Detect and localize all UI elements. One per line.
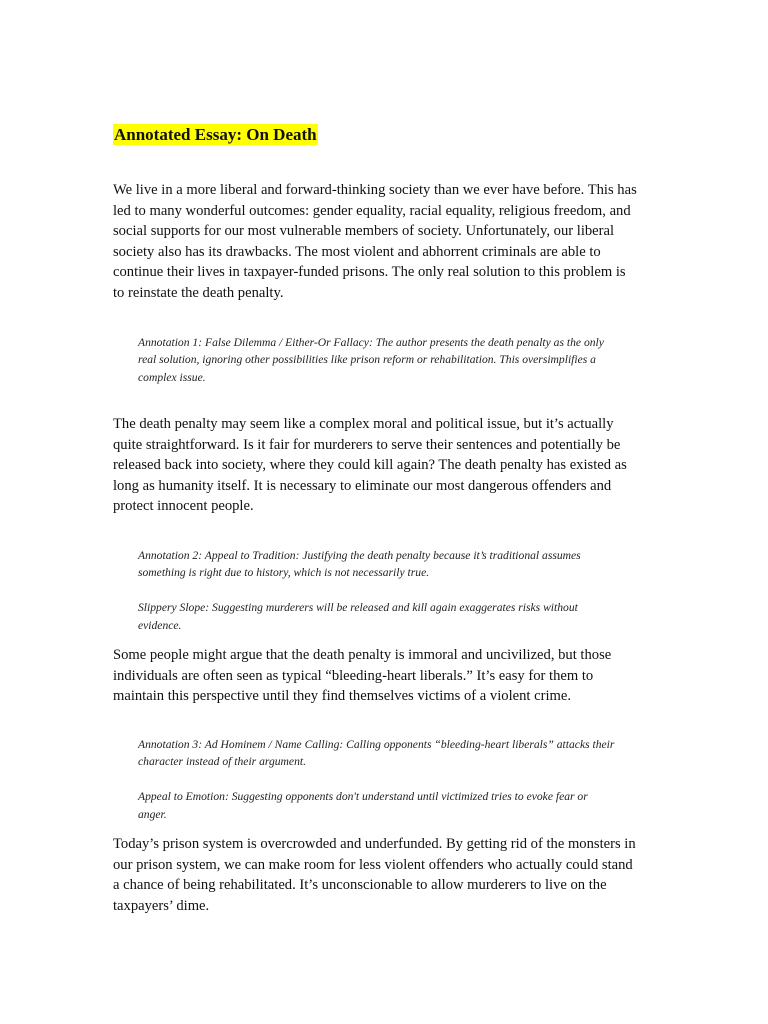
annotation-2-text: Annotation 2: Appeal to Tradition: Justifying the death penalty because it’s traditional assumes something is right due to history, which is not necessarily true. — [138, 548, 581, 580]
annotation-3-text: Annotation 3: Ad Hominem / Name Calling: Calling opponents “bleeding-heart liberals” attacks their character instead of their argument. — [138, 737, 615, 769]
paragraph-1: We live in a more liberal and forward-thinking society than we ever have before. This has led to many wonderful outcomes: gender equality, racial equality, religious freedom, and social supports for our most vulnerable members of society. Unfortunately, our liberal society also has its drawbacks. The most violent and abhorrent criminals are able to continue their lives in taxpayer-funded prisons. The only real solution to this problem is to reinstate the death penalty. — [113, 182, 637, 301]
annotation-3 — [138, 718, 660, 841]
annotation-2 — [138, 529, 660, 652]
paragraph-3: Some people might argue that the death penalty is immoral and uncivilized, but those individuals are often seen as typical “bleeding-heart liberals.” It’s easy for them to maintain this perspective until they find themselves victims of a violent crime. — [113, 647, 612, 705]
paragraph-4: Today’s prison system is overcrowded and underfunded. By getting rid of the monsters in our prison system, we can make room for less violent offenders who actually could stand a chance of being rehabilitated. It’s unconscionable to allow murderers to live on the taxpayers’ dime. — [113, 836, 636, 914]
annotation-3-text-2: Appeal to Emotion: Suggesting opponents don't understand until victimized tries to evoke fear or anger. — [138, 790, 588, 821]
annotation-2-text-2: Slippery Slope: Suggesting murderers will be released and kill again exaggerates risks without evidence. — [138, 601, 578, 632]
paragraph-2: The death penalty may seem like a complex moral and political issue, but it’s actually quite straightforward. Is it fair for murderers to serve their sentences and potentially be released back into society, where they could kill again? The death penalty has existed as long as humanity itself. It is necessary to eliminate our most dangerous offenders and protect innocent people. — [113, 416, 627, 515]
annotation-1 — [138, 316, 660, 404]
annotation-1-text: Annotation 1: False Dilemma / Either-Or Fallacy: The author presents the death penalty as the only real solution, ignoring other possibilities like prison reform or rehabilitation. This oversimplifies a complex issue. — [138, 335, 604, 384]
document-title: Annotated Essay: On Death — [114, 125, 317, 144]
